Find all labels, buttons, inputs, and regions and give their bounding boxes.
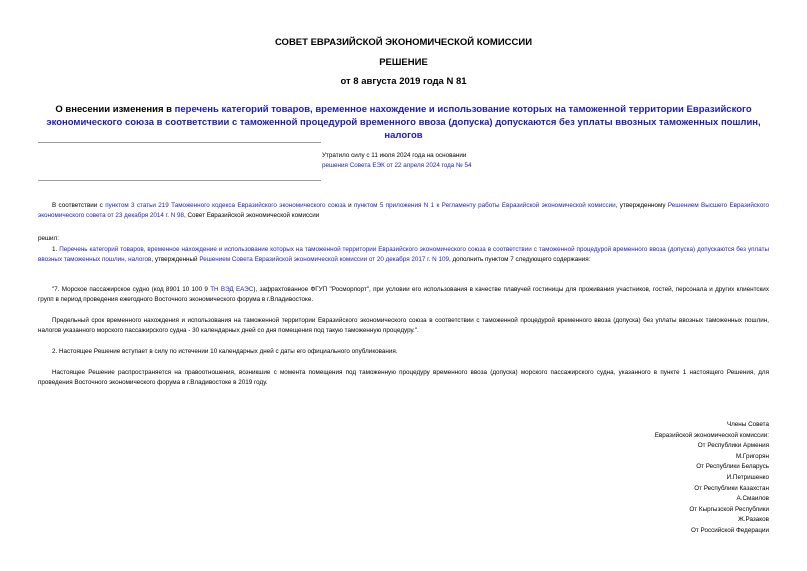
deadline-paragraph: Предельный срок временного нахождения и использования на таможенной территории Евразийского экономического союза в соответствии с таможенной процедурой временного ввоза (допуска) без уплаты ввозных таможенных пошлин, налогов указанного морского пассажирского судна - 30 календарных дней со дня помещения под такую таможенную процедуру.".: [38, 317, 769, 334]
council-decision-109-link[interactable]: Решением Совета Евразийской экономической комиссии от 20 декабря 2017 г. N 109: [199, 256, 449, 263]
signature-line: От Республики Армения: [697, 442, 769, 450]
supreme-council-decision-link[interactable]: Решением Высшего Евразийского экономического совета от 23 декабря 2014 г. N 98: [38, 202, 770, 219]
document-type: РЕШЕНИЕ: [379, 57, 428, 68]
item-1-text: , дополнить пунктом 7 следующего содержания:: [448, 256, 591, 263]
tn-ved-link[interactable]: ТН ВЭД ЕАЭС: [210, 286, 254, 293]
preamble-text: и: [345, 202, 354, 209]
preamble-text: , утвержденному: [615, 202, 668, 209]
preamble-text: , Совет Евразийской экономической комиссии: [184, 212, 320, 219]
status-notice: [322, 151, 502, 171]
signature-line: Евразийской экономической комиссии:: [654, 431, 769, 439]
item-2-paragraph: 2. Настоящее Решение вступает в силу по истечении 10 календарных дней с даты его официального опубликования.: [52, 348, 398, 355]
preamble-text: В соответствии с: [52, 202, 106, 209]
signature-line: Члены Совета: [726, 421, 769, 428]
customs-code-link[interactable]: пунктом 3 статьи 219 Таможенного кодекса Евразийского экономического союза: [105, 202, 346, 209]
signature-line: От Российской Федерации: [690, 526, 769, 534]
status-line: Утратило силу с 11 июля 2024 года на основании: [322, 152, 467, 159]
title-prefix: О внесении изменения в: [55, 104, 175, 115]
signature-line: От Республики Беларусь: [696, 463, 769, 471]
item-7-paragraph: [38, 285, 769, 305]
item-7-text: ), зафрахтованное ФГУП "Росморпорт", при условии его использования в качестве плавучей гостиницы для проживания участников, гостей, персонала и других клиентских групп в период проведения ежегодного Восточного экономического форума в г.Владивостоке.: [38, 286, 769, 303]
item-3-paragraph: Настоящее Решение распространяется на правоотношения, возникшие с момента помещения под таможенную процедуру временного ввоза (допуска) морского пассажирского судна, указанного в пункте 1 настоящего Решения, для проведения Восточного экономического форума в г.Владивостоке в 2019 году.: [38, 369, 769, 386]
signature-line: И.Петришенко: [726, 473, 769, 481]
signature-line: А.Смаилов: [736, 495, 769, 503]
goods-list-link[interactable]: Перечень категорий товаров, временное нахождение и использование которых на таможенной территории Евразийского экономического союза в соответствии с таможенной процедурой временного ввоза (допуска) допускаются без уплаты ввозных таможенных пошлин, налогов: [38, 246, 769, 263]
commission-regulation-link[interactable]: пунктом 5 приложения N 1 к Регламенту работы Евразийской экономической комиссии: [353, 202, 616, 209]
signature-line: М.Григорян: [735, 452, 769, 460]
status-repeal-link[interactable]: решения Совета ЕЭК от 22 апреля 2024 года № 54: [322, 162, 472, 169]
divider-bottom: [38, 180, 321, 181]
council-heading: СОВЕТ ЕВРАЗИЙСКОЙ ЭКОНОМИЧЕСКОЙ КОМИССИИ: [274, 37, 533, 48]
divider-top: [38, 142, 321, 143]
preamble-paragraph: [38, 201, 769, 221]
item-1-text: , утвержденный: [151, 256, 200, 263]
document-date-number: от 8 августа 2019 года N 81: [340, 76, 467, 87]
resolved-label: решил:: [38, 235, 59, 242]
item-1-paragraph: [38, 245, 769, 265]
item-1-text: 1.: [52, 246, 60, 253]
signature-line: От Кыргызской Республики: [689, 505, 769, 513]
document-title: [30, 103, 777, 142]
item-7-text: "7. Морское пассажирское судно (код 8901 10 100 9: [52, 286, 211, 293]
title-list-link[interactable]: перечень категорий товаров, временное нахождение и использование которых на таможенной территории Евразийского экономического союза в соответствии с таможенной процедурой временного ввоза (допуска) допускаются без уплаты ввозных таможенных пошлин, налогов: [46, 104, 761, 141]
signature-line: От Республики Казахстан: [694, 484, 769, 492]
signatures-block: [655, 420, 769, 537]
signature-line: Ж.Разаков: [737, 516, 769, 524]
